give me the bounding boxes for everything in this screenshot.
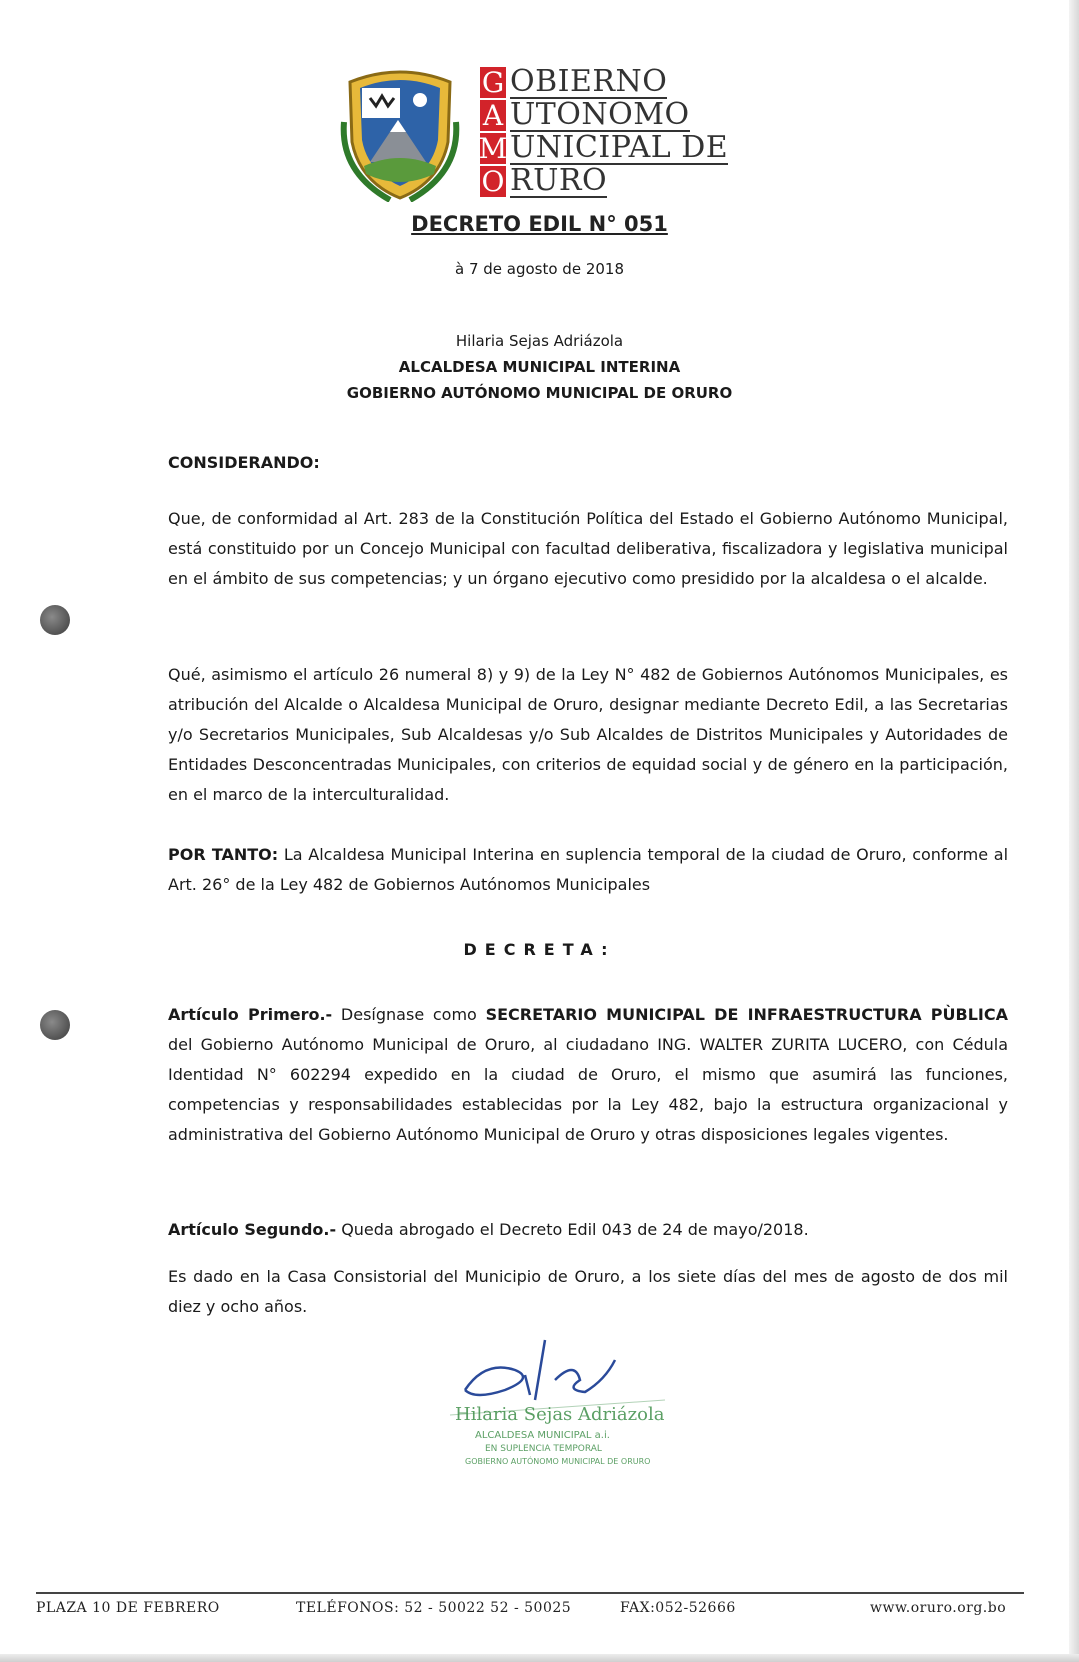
wordmark-initial: G [481,66,505,99]
footer-fax: FAX:052-52666 [620,1600,736,1616]
issuer-role: ALCALDESA MUNICIPAL INTERINA [398,358,681,376]
wordmark-initial: M [478,132,508,165]
coat-of-arms-logo [340,62,460,202]
article-second-text: Queda abrogado el Decreto Edil 043 de 24 de mayo/2018. [336,1220,809,1239]
footer-address: PLAZA 10 DE FEBRERO [36,1600,220,1616]
closing-paragraph: Es dado en la Casa Consistorial del Municipio de Oruro, a los siete días del mes de agosto de dos mil diez y ocho años. [168,1267,1008,1316]
wordmark-line [480,63,740,99]
wordmark-text: UTONOMO [510,96,690,132]
svg-text:ALCALDESA MUNICIPAL a.i.: ALCALDESA MUNICIPAL a.i. [475,1430,610,1441]
considerando-heading: CONSIDERANDO: [168,453,320,472]
wordmark-line [478,129,740,165]
signature-and-stamp [445,1320,685,1480]
gamo-wordmark [478,63,740,198]
por-tanto-label: POR TANTO: [168,845,279,864]
decree-title: DECRETO EDIL N° 051 [411,212,668,236]
article-second [168,1215,1008,1245]
binder-hole-top [40,605,70,635]
decreta-heading: DECRETA: [463,940,616,959]
svg-text:Hilaria Sejas Adriázola: Hilaria Sejas Adriázola [455,1404,665,1425]
svg-text:GOBIERNO AUTÓNOMO MUNICIPAL DE: GOBIERNO AUTÓNOMO MUNICIPAL DE ORURO [465,1457,651,1466]
footer-website[interactable]: www.oruro.org.bo [870,1600,1007,1616]
footer-phones: TELÉFONOS: 52 - 50022 52 - 50025 [296,1600,572,1616]
footer-divider [36,1592,1024,1594]
binder-hole-bottom [40,1010,70,1040]
wordmark-line [480,96,740,132]
wordmark-text: UNICIPAL DE [510,129,729,165]
page-edge-shadow [1069,0,1079,1662]
wordmark-initial: A [480,100,506,131]
article-first [168,1000,1008,1150]
article-first-text-b: del Gobierno Autónomo Municipal de Oruro, al ciudadano ING. WALTER ZURITA LUCERO, con Cédula Identidad N° 602294 expedido en la ciudad de Oruro, el mismo que asumirá las funciones, competencias y responsabilidades establecidas por la Ley 482, bajo la estructura organizacional y administrativa del Gobierno Autónomo Municipal de Oruro y otras disposiciones legales vigentes. [168,1035,1008,1144]
wordmark-initial: O [481,165,505,198]
article-first-label: Artículo Primero.- [168,1005,333,1024]
decree-date: à 7 de agosto de 2018 [454,260,624,278]
page-bottom-shadow [0,1654,1079,1662]
article-first-position: SECRETARIO MUNICIPAL DE INFRAESTRUCTURA PÙBLICA [485,1005,1008,1024]
svg-text:EN SUPLENCIA TEMPORAL: EN SUPLENCIA TEMPORAL [485,1444,602,1454]
por-tanto-text: La Alcaldesa Municipal Interina en suplencia temporal de la ciudad de Oruro, conforme al Art. 26° de la Ley 482 de Gobiernos Autónomos Municipales [168,845,1009,894]
issuer-name: Hilaria Sejas Adriázola [455,332,624,350]
paragraph-considerando-1: Que, de conformidad al Art. 283 de la Constitución Política del Estado el Gobierno Autónomo Municipal, está constituido por un Concejo Municipal con facultad deliberativa, fiscalizadora y legislativa municipal en el ámbito de sus competencias; y un órgano ejecutivo como presidido por la alcaldesa o el alcalde. [168,509,1008,588]
wordmark-text: RURO [510,162,608,198]
article-first-text-a: Desígnase como [332,1005,486,1024]
issuer-organization: GOBIERNO AUTÓNOMO MUNICIPAL DE ORURO [346,384,733,402]
article-second-label: Artículo Segundo.- [168,1220,337,1239]
paragraph-considerando-2: Qué, asimismo el artículo 26 numeral 8) y 9) de la Ley N° 482 de Gobiernos Autónomos Municipales, es atribución del Alcalde o Alcaldesa Municipal de Oruro, designar mediante Decreto Edil, a las Secretarias y/o Secretarios Municipales, Sub Alcaldesas y/o Sub Alcaldes de Distritos Municipales y Autoridades de Entidades Desconcentradas Municipales, con criterios de equidad social y de género en la participación, en el marco de la interculturalidad. [168,665,1008,804]
wordmark-text: OBIERNO [510,63,668,99]
paragraph-por-tanto [168,840,1008,900]
wordmark-line [480,162,740,198]
